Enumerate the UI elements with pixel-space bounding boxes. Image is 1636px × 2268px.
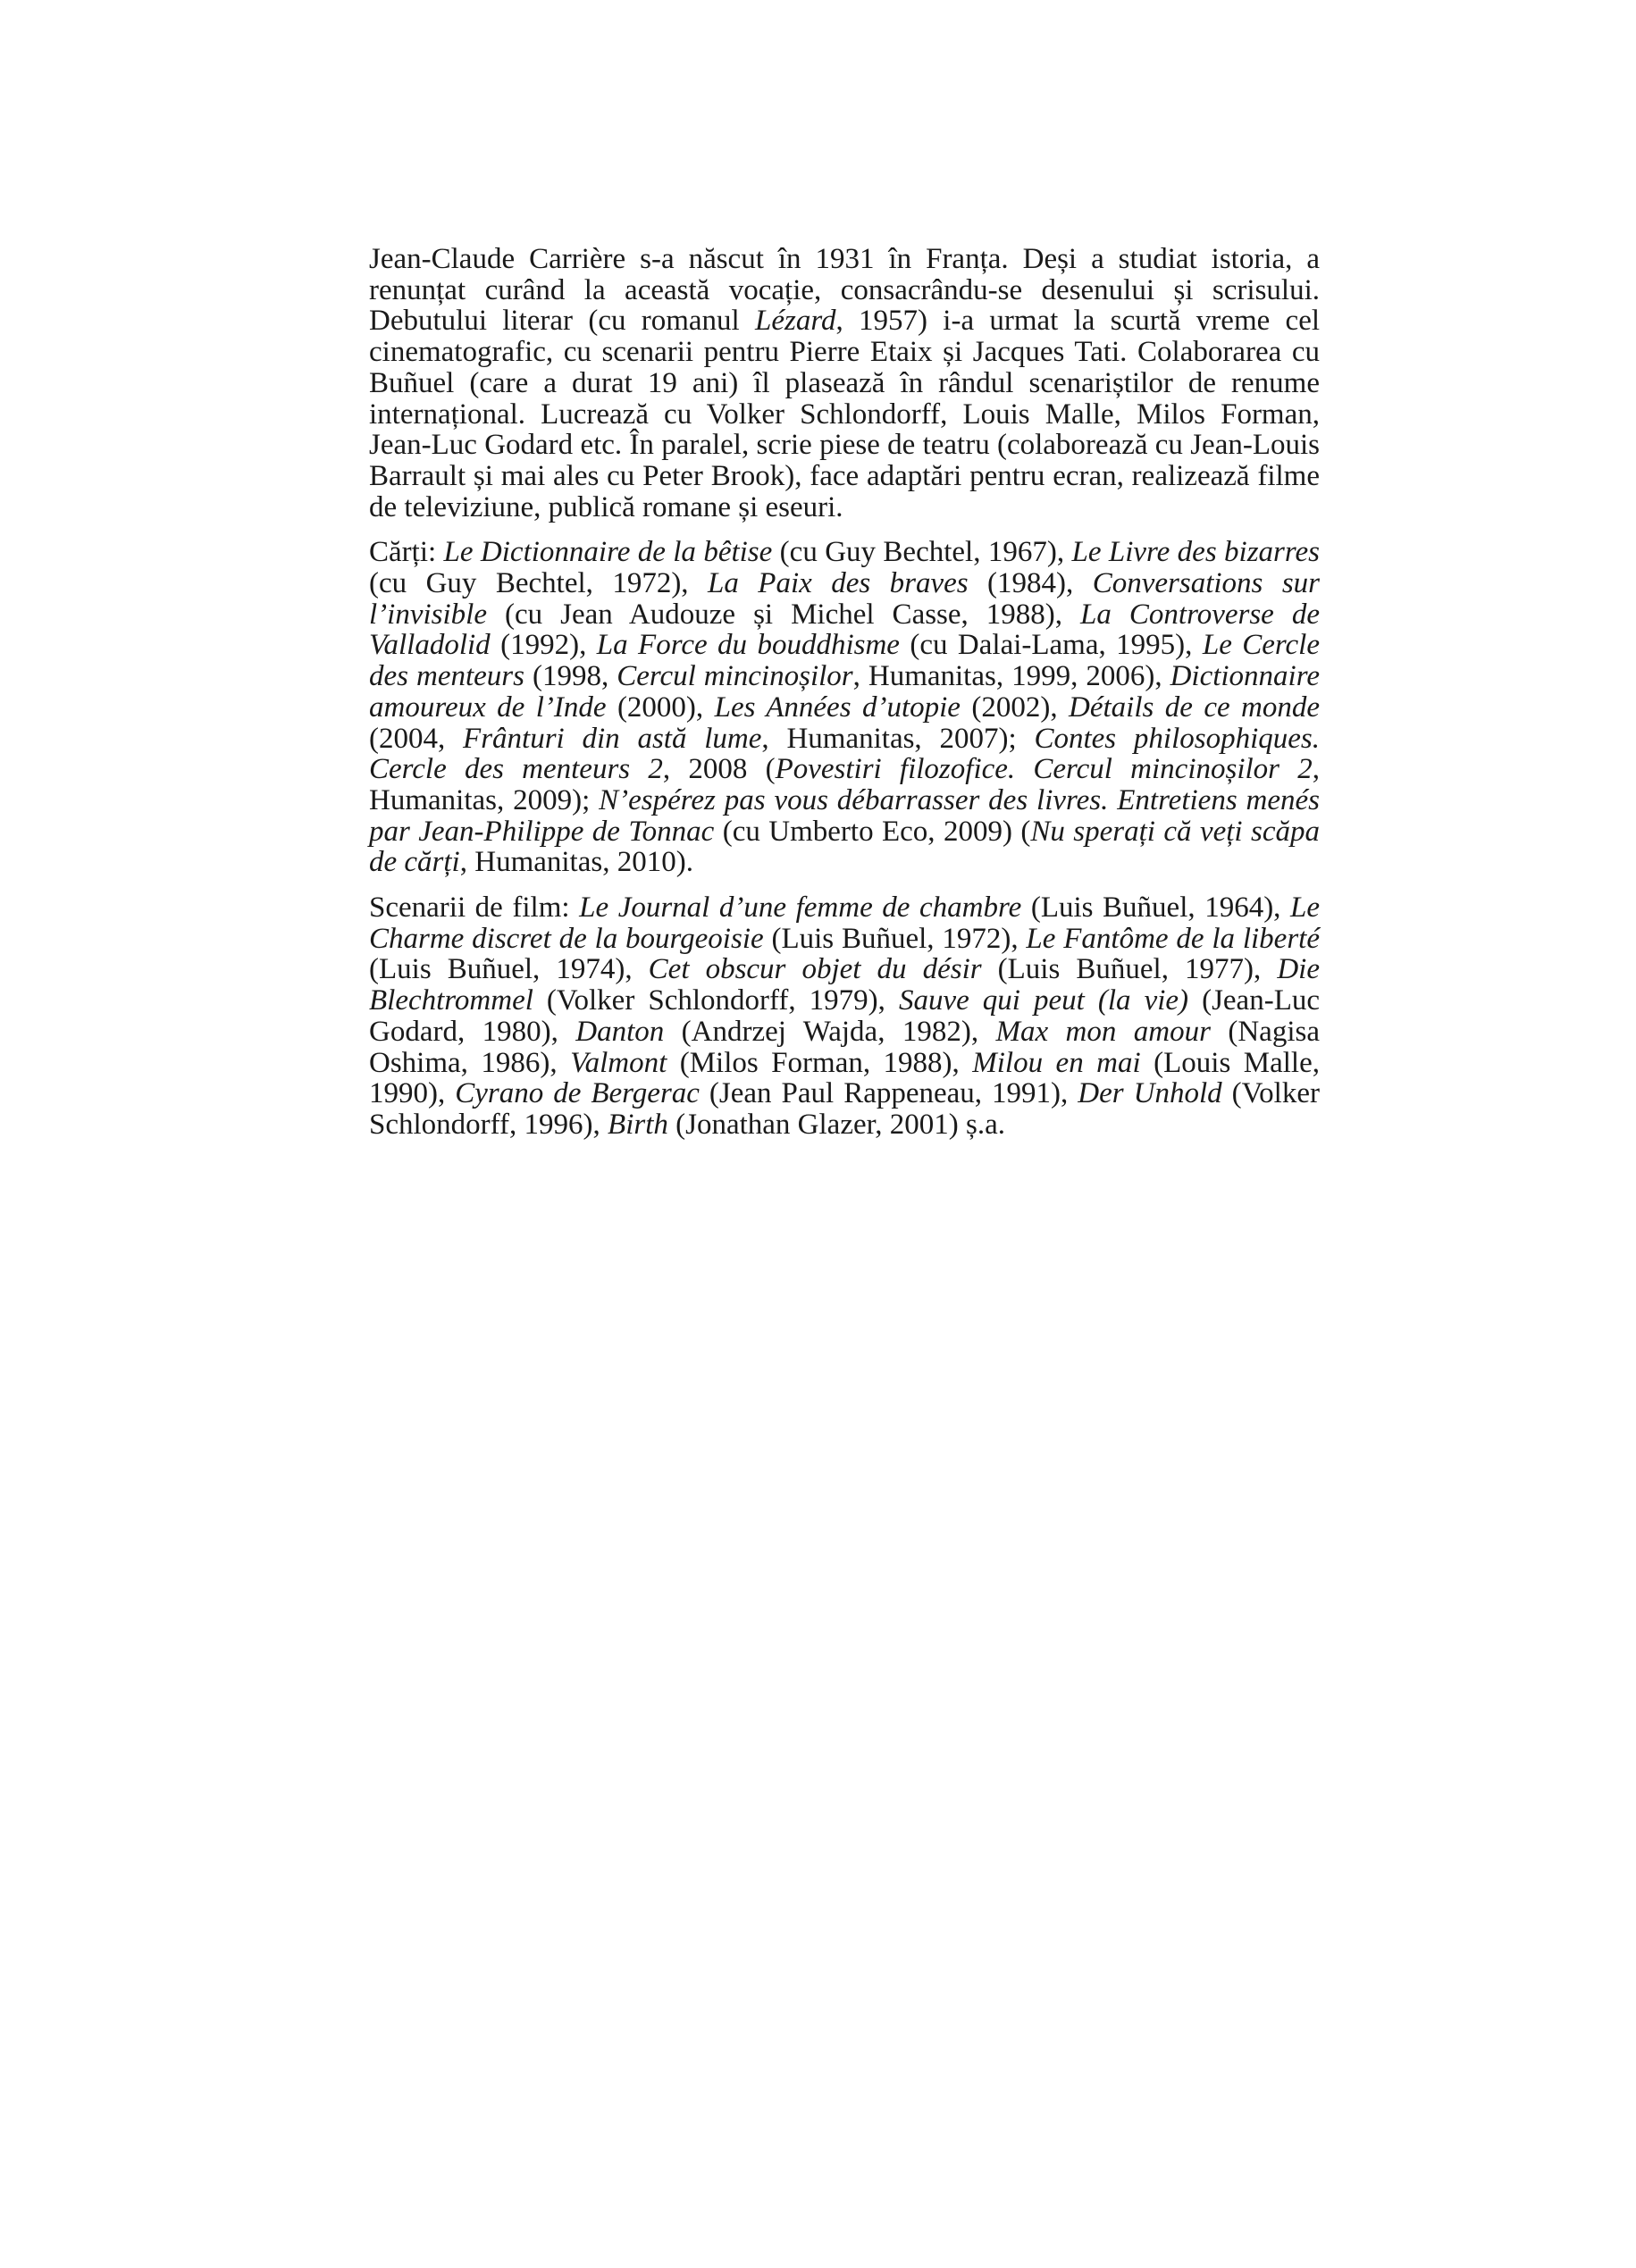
body-text: (Volker Schlondorff, 1979),	[533, 984, 899, 1017]
italic-title-text: Nu sperați că veți scăpa de cărți	[369, 815, 1320, 879]
italic-title-text: La Controverse de Valladolid	[369, 598, 1320, 662]
italic-title-text: La Force du bouddhisme	[596, 629, 900, 662]
body-text: (cu Jean Audouze și Michel Casse, 1988),	[486, 598, 1081, 631]
body-text: (Luis Buñuel, 1977),	[981, 953, 1278, 986]
body-text: (Luis Buñuel, 1972),	[763, 922, 1027, 955]
italic-title-text: Détails de ce monde	[1069, 690, 1321, 724]
body-text: (1992),	[490, 629, 597, 662]
italic-title-text: Cet obscur objet du désir	[648, 953, 982, 986]
body-text: , Humanitas, 2007);	[761, 722, 1035, 755]
body-text: (cu Dalai-Lama, 1995),	[899, 629, 1203, 662]
italic-title-text: Max mon amour	[995, 1015, 1211, 1048]
italic-title-text: Le Journal d’une femme de chambre	[579, 891, 1022, 925]
body-text: Scenarii de film:	[369, 891, 580, 925]
italic-title-text: Birth	[608, 1108, 668, 1141]
body-text: (2000),	[606, 690, 715, 724]
italic-title-text: Le Cercle des menteurs	[369, 629, 1321, 693]
body-text: (cu Umberto Eco, 2009) (	[714, 815, 1031, 848]
italic-title-text: Conversations sur l’invisible	[369, 567, 1321, 631]
italic-title-text: Cercul mincinoșilor	[617, 660, 853, 693]
body-text: , 2008 (	[662, 753, 776, 786]
body-text: (cu Guy Bechtel, 1972),	[369, 567, 708, 600]
body-text: Jean-Claude Carrière s-a născut în 1931 în Franța. Deși a studiat istoria, a renunțat curând la această vocație, consacrându-se desenului și scrisului. Debutului literar (cu romanul	[369, 243, 1320, 338]
body-text: (Jonathan Glazer, 2001) ș.a.	[667, 1108, 1006, 1141]
italic-title-text: Milou en mai	[972, 1046, 1141, 1079]
italic-title-text: Danton	[575, 1015, 665, 1048]
body-text: (Volker Schlondorff, 1996),	[369, 1077, 1320, 1141]
italic-title-text: Cyrano de Bergerac	[455, 1077, 700, 1110]
italic-title-text: Povestiri filozofice. Cercul mincinoșilor 2	[775, 753, 1313, 786]
body-text: (1984),	[968, 567, 1093, 600]
paragraph-biography	[369, 244, 1320, 523]
body-text: (Nagisa Oshima, 1986),	[369, 1015, 1320, 1079]
italic-title-text: Valmont	[570, 1046, 667, 1079]
body-text: , Humanitas, 2009);	[369, 753, 1320, 816]
italic-title-text: N’espérez pas vous débarrasser des livres. Entretiens menés par Jean-Philippe de Tonnac	[369, 783, 1320, 848]
italic-title-text: Le Livre des bizarres	[1071, 536, 1321, 569]
paragraph-books	[369, 537, 1320, 878]
italic-title-text: Lézard	[755, 305, 836, 338]
italic-title-text: Frânturi din astă lume	[463, 722, 762, 755]
italic-title-text: Le Dictionnaire de la bêtise	[443, 536, 773, 569]
italic-title-text: Dictionnaire amoureux de l’Inde	[369, 660, 1320, 724]
italic-title-text: Contes philosophiques. Cercle des menteurs 2	[369, 722, 1320, 786]
body-text: (Jean-Luc Godard, 1980),	[369, 984, 1320, 1048]
body-text: Cărți:	[369, 536, 444, 569]
page-body	[369, 244, 1320, 1155]
italic-title-text: Les Années d’utopie	[714, 690, 961, 724]
body-text: (cu Guy Bechtel, 1967),	[772, 536, 1072, 569]
body-text: (Milos Forman, 1988),	[667, 1046, 973, 1079]
italic-title-text: Le Fantôme de la liberté	[1026, 922, 1320, 955]
body-text: (Andrzej Wajda, 1982),	[664, 1015, 996, 1048]
italic-title-text: Die Blechtrommel	[369, 953, 1320, 1017]
italic-title-text: La Paix des braves	[708, 567, 969, 600]
body-text: , Humanitas, 2010).	[459, 846, 693, 879]
body-text: (Luis Buñuel, 1964),	[1021, 891, 1290, 925]
body-text: (2002),	[960, 690, 1070, 724]
italic-title-text: Sauve qui peut (la vie)	[898, 984, 1189, 1017]
body-text: (2004,	[369, 722, 464, 755]
body-text: , Humanitas, 1999, 2006),	[852, 660, 1170, 693]
paragraph-screenplays	[369, 892, 1320, 1141]
body-text: (Luis Buñuel, 1974),	[369, 953, 649, 986]
italic-title-text: Le Charme discret de la bourgeoisie	[369, 891, 1320, 955]
body-text: (Jean Paul Rappeneau, 1991),	[699, 1077, 1078, 1110]
body-text: (1998,	[524, 660, 617, 693]
body-text: , 1957) i-a urmat la scurtă vreme cel cinematografic, cu scenarii pentru Pierre Etaix și Jacques Tati. Colaborarea cu Buñuel (care a durat 19 ani) îl plasează în rândul scenariștilor de renume internațional. Lucrează cu Volker Schlondorff, Louis Malle, Milos Forman, Jean-Luc Godard etc. În paralel, scrie piese de teatru (colaborează cu Jean-Louis Barrault și mai ales cu Peter Brook), face adaptări pentru ecran, realizează filme de televiziune, publică romane și eseuri.	[369, 305, 1321, 523]
italic-title-text: Der Unhold	[1078, 1077, 1222, 1110]
body-text: (Louis Malle, 1990),	[369, 1046, 1320, 1110]
